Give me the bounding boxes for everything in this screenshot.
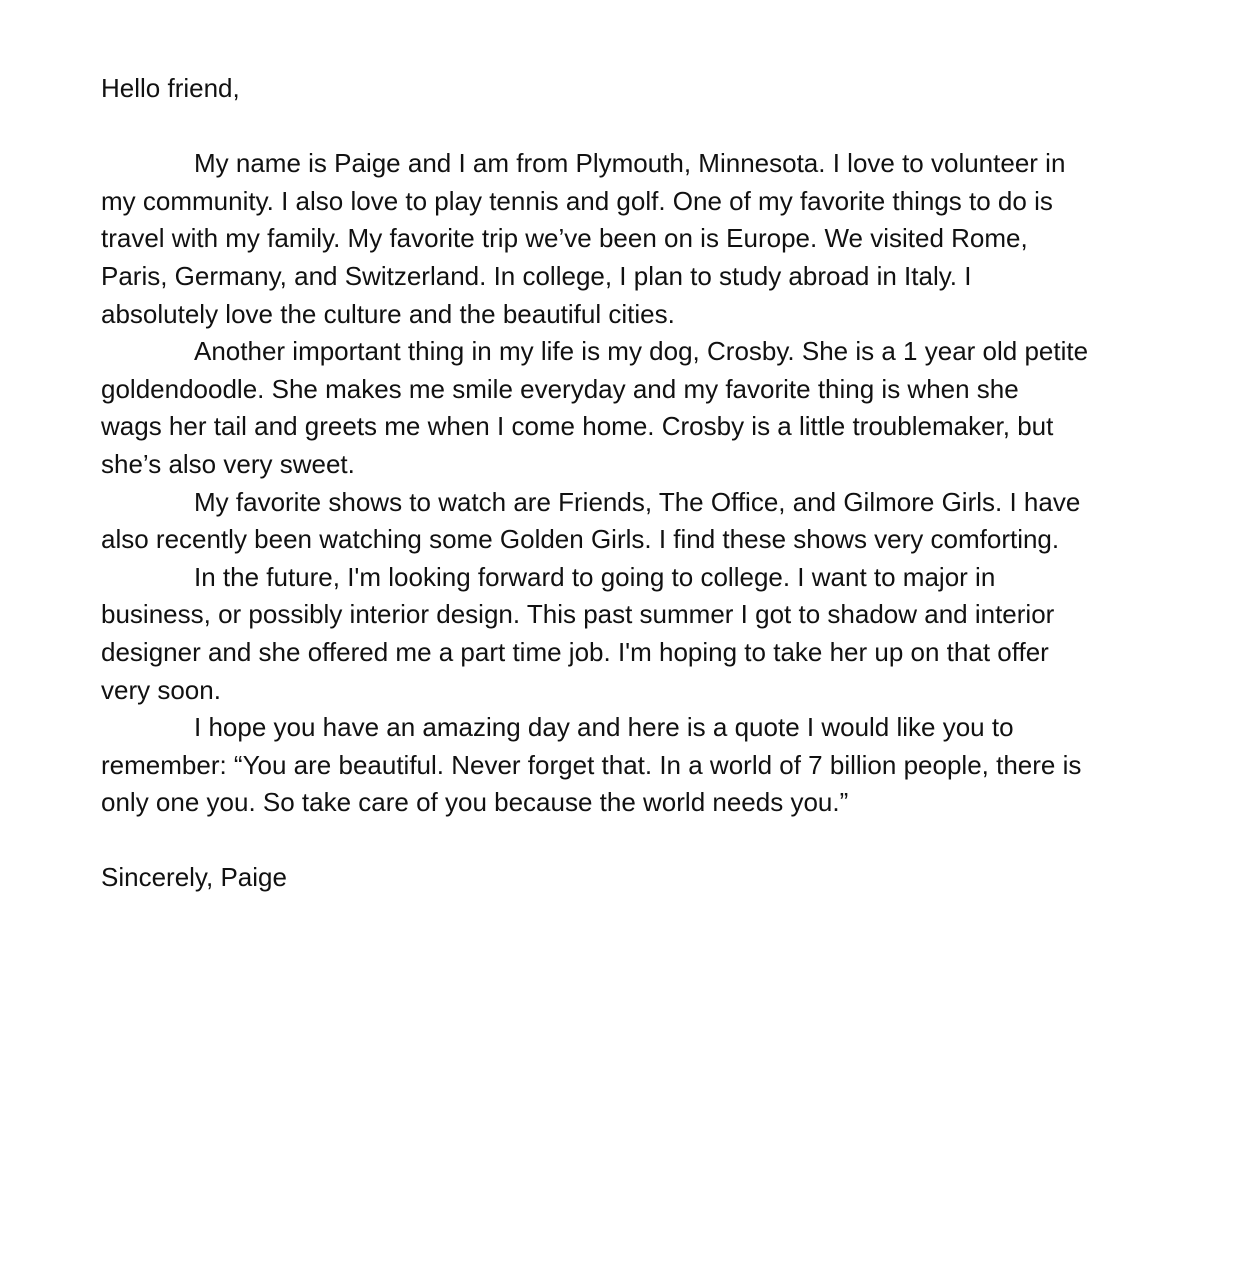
paragraph-line: business, or possibly interior design. This past summer I got to shadow and interior (101, 599, 1055, 630)
paragraph-line: absolutely love the culture and the beautiful cities. (101, 298, 675, 329)
letter-greeting: Hello friend, (101, 73, 240, 103)
letter-closing: Sincerely, Paige (101, 862, 287, 893)
paragraph-line: Another important thing in my life is my dog, Crosby. She is a 1 year old petite (194, 336, 1089, 367)
paragraph-line: remember: “You are beautiful. Never forget that. In a world of 7 billion people, there is (101, 749, 1082, 780)
paragraph-line: also recently been watching some Golden Girls. I find these shows very comforting. (101, 524, 1060, 555)
paragraph-line: designer and she offered me a part time job. I'm hoping to take her up on that offer (101, 636, 1049, 667)
paragraph-future (101, 559, 1181, 709)
paragraph-line: only one you. So take care of you because the world needs you.” (101, 787, 849, 818)
paragraph-line: goldendoodle. She makes me smile everyday and my favorite thing is when she (101, 373, 1019, 404)
letter-body (101, 70, 1181, 897)
paragraph-shows (101, 484, 1181, 559)
paragraph-line: In the future, I'm looking forward to going to college. I want to major in (194, 561, 996, 592)
paragraph-line: she’s also very sweet. (101, 448, 355, 479)
paragraph-line: My name is Paige and I am from Plymouth, Minnesota. I love to volunteer in (194, 148, 1066, 179)
paragraph-quote (101, 709, 1181, 822)
paragraph-line: very soon. (101, 674, 221, 705)
paragraph-line: My favorite shows to watch are Friends, The Office, and Gilmore Girls. I have (194, 486, 1081, 517)
paragraph-line: my community. I also love to play tennis and golf. One of my favorite things to do is (101, 185, 1053, 216)
paragraph-introduction (101, 145, 1181, 333)
paragraph-dog (101, 333, 1181, 483)
paragraph-line: Paris, Germany, and Switzerland. In college, I plan to study abroad in Italy. I (101, 260, 972, 291)
paragraph-line: wags her tail and greets me when I come home. Crosby is a little troublemaker, but (101, 411, 1054, 442)
paragraph-line: travel with my family. My favorite trip we’ve been on is Europe. We visited Rome, (101, 223, 1028, 254)
paragraph-line: I hope you have an amazing day and here is a quote I would like you to (194, 712, 1014, 743)
